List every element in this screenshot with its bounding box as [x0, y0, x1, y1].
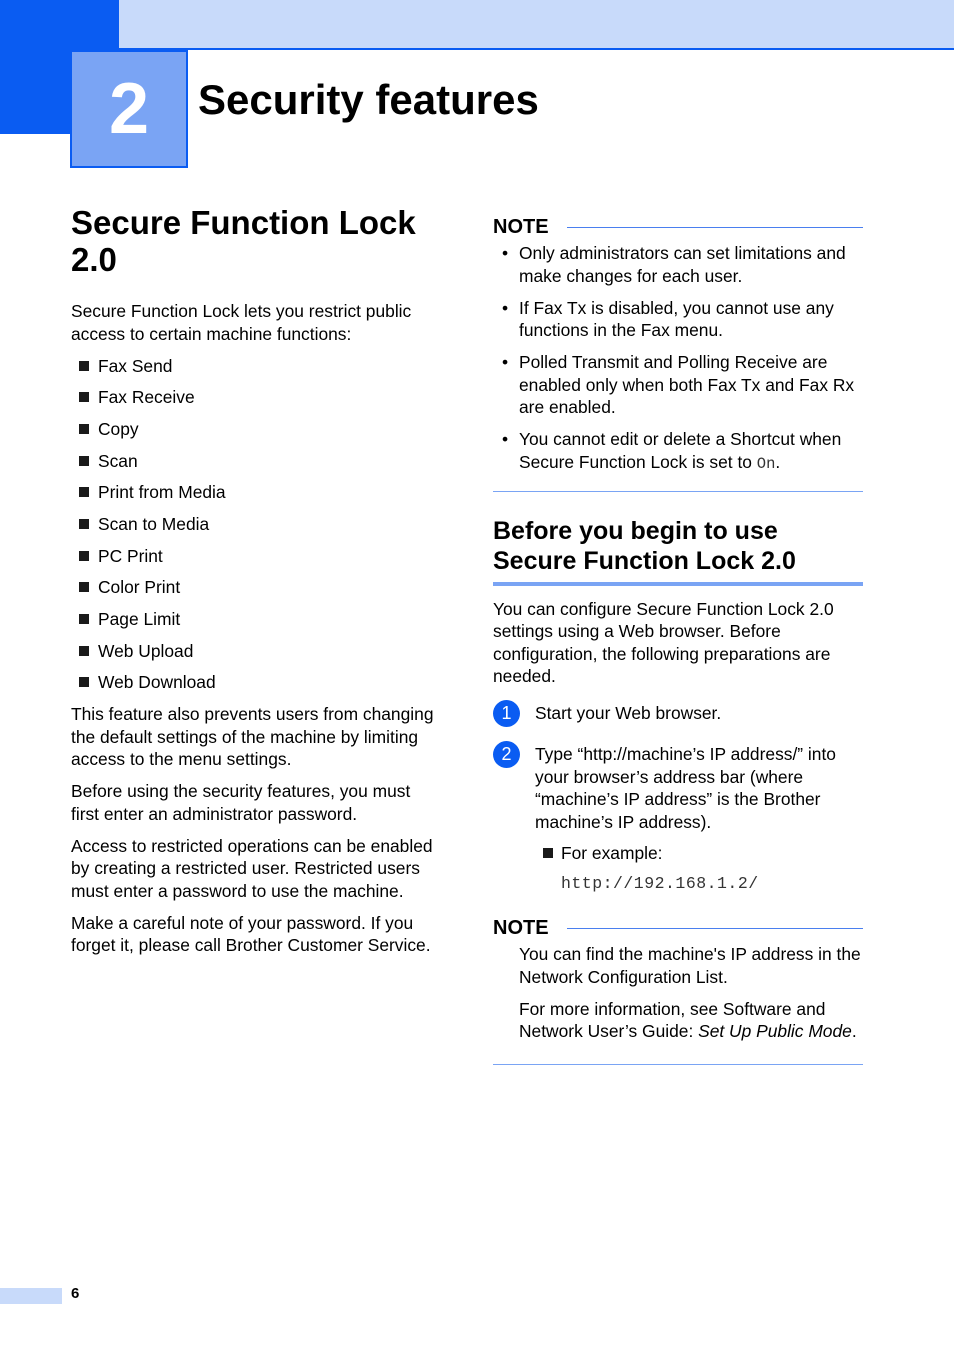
- list-item: Fax Receive: [78, 386, 439, 418]
- heading-line-2: 2.0: [71, 241, 117, 278]
- example-label: For example:: [493, 842, 863, 865]
- note-item-end: .: [775, 451, 781, 472]
- list-item: Copy: [78, 418, 439, 450]
- note-rule: [567, 227, 863, 228]
- step-2: [493, 743, 863, 833]
- example-url: http://192.168.1.2/: [561, 873, 759, 893]
- right-column: [493, 212, 863, 1065]
- note-list: [493, 242, 863, 491]
- note-paragraph: You can find the machine's IP address in the Network Configuration List.: [519, 944, 861, 987]
- note-item: • Only administrators can set limitations and make changes for each user.: [519, 242, 863, 287]
- heading-line-1: Before you begin to use: [493, 516, 778, 545]
- footer-tab: [0, 1288, 62, 1304]
- step-number-badge: 1: [493, 700, 520, 727]
- list-item: PC Print: [78, 545, 439, 577]
- note-paragraph: [519, 998, 863, 1043]
- page-number: 6: [71, 1285, 80, 1302]
- step-1: [493, 702, 863, 725]
- step-text: Start your Web browser.: [535, 702, 722, 723]
- note-item: • Polled Transmit and Polling Receive are enabled only when both Fax Tx and Fax Rx are enabled.: [519, 351, 863, 419]
- body-paragraph: Before using the security features, you must first enter an administrator password.: [71, 781, 411, 824]
- function-list: [78, 355, 439, 696]
- note-box: [493, 913, 863, 1065]
- body-paragraph: Access to restricted operations can be enabled by creating a restricted user. Restricted users must enter a password to use the machine.: [71, 835, 433, 901]
- list-item: Print from Media: [78, 481, 439, 513]
- guide-reference: Set Up Public Mode: [698, 1021, 852, 1041]
- list-item: Scan: [78, 450, 439, 482]
- section-heading-before-you-begin: [493, 516, 863, 586]
- note-header: [493, 913, 863, 943]
- note-item: [519, 428, 863, 475]
- list-item: Color Print: [78, 576, 439, 608]
- intro-paragraph: Secure Function Lock lets you restrict public access to certain machine functions:: [71, 301, 412, 344]
- header-band: [119, 0, 954, 50]
- note-rule: [567, 928, 863, 929]
- chapter-number: 2: [108, 69, 150, 149]
- note-text-end: .: [851, 1021, 857, 1041]
- list-item: Web Download: [78, 671, 439, 695]
- note-header: [493, 212, 863, 242]
- step-number-badge: 2: [493, 741, 520, 768]
- body-paragraph: Make a careful note of your password. If you forget it, please call Brother Customer Service.: [71, 912, 431, 956]
- chapter-number-box: [70, 50, 188, 168]
- body-paragraph: This feature also prevents users from changing the default settings of the machine by limiting access to the menu settings.: [71, 704, 434, 770]
- setting-value-code: On: [756, 454, 776, 473]
- heading-line-2: Secure Function Lock 2.0: [493, 546, 796, 575]
- section-heading-secure-function-lock: [71, 204, 439, 278]
- section-intro: You can configure Secure Function Lock 2.0 settings using a Web browser. Before configuration, the following preparations are needed.: [493, 598, 834, 686]
- left-column: [71, 204, 439, 966]
- note-label: NOTE: [493, 215, 549, 238]
- note-box: [493, 212, 863, 492]
- list-item: Page Limit: [78, 608, 439, 640]
- note-label: NOTE: [493, 916, 549, 939]
- note-item-text: You cannot edit or delete a Shortcut when Secure Function Lock is set to: [519, 429, 842, 472]
- list-item: Fax Send: [78, 355, 439, 387]
- list-item: Web Upload: [78, 640, 439, 672]
- list-item: Scan to Media: [78, 513, 439, 545]
- note-body: [493, 943, 863, 1064]
- note-item: • If Fax Tx is disabled, you cannot use any functions in the Fax menu.: [519, 297, 863, 342]
- heading-line-1: Secure Function Lock: [71, 204, 416, 241]
- chapter-title: Security features: [198, 76, 539, 123]
- step-text: Type “http://machine’s IP address/” into your browser’s address bar (where “machine’s IP address” is the Brother machine’s IP address).: [535, 744, 836, 832]
- note-text: For more information, see Software and Network User’s Guide:: [519, 998, 826, 1041]
